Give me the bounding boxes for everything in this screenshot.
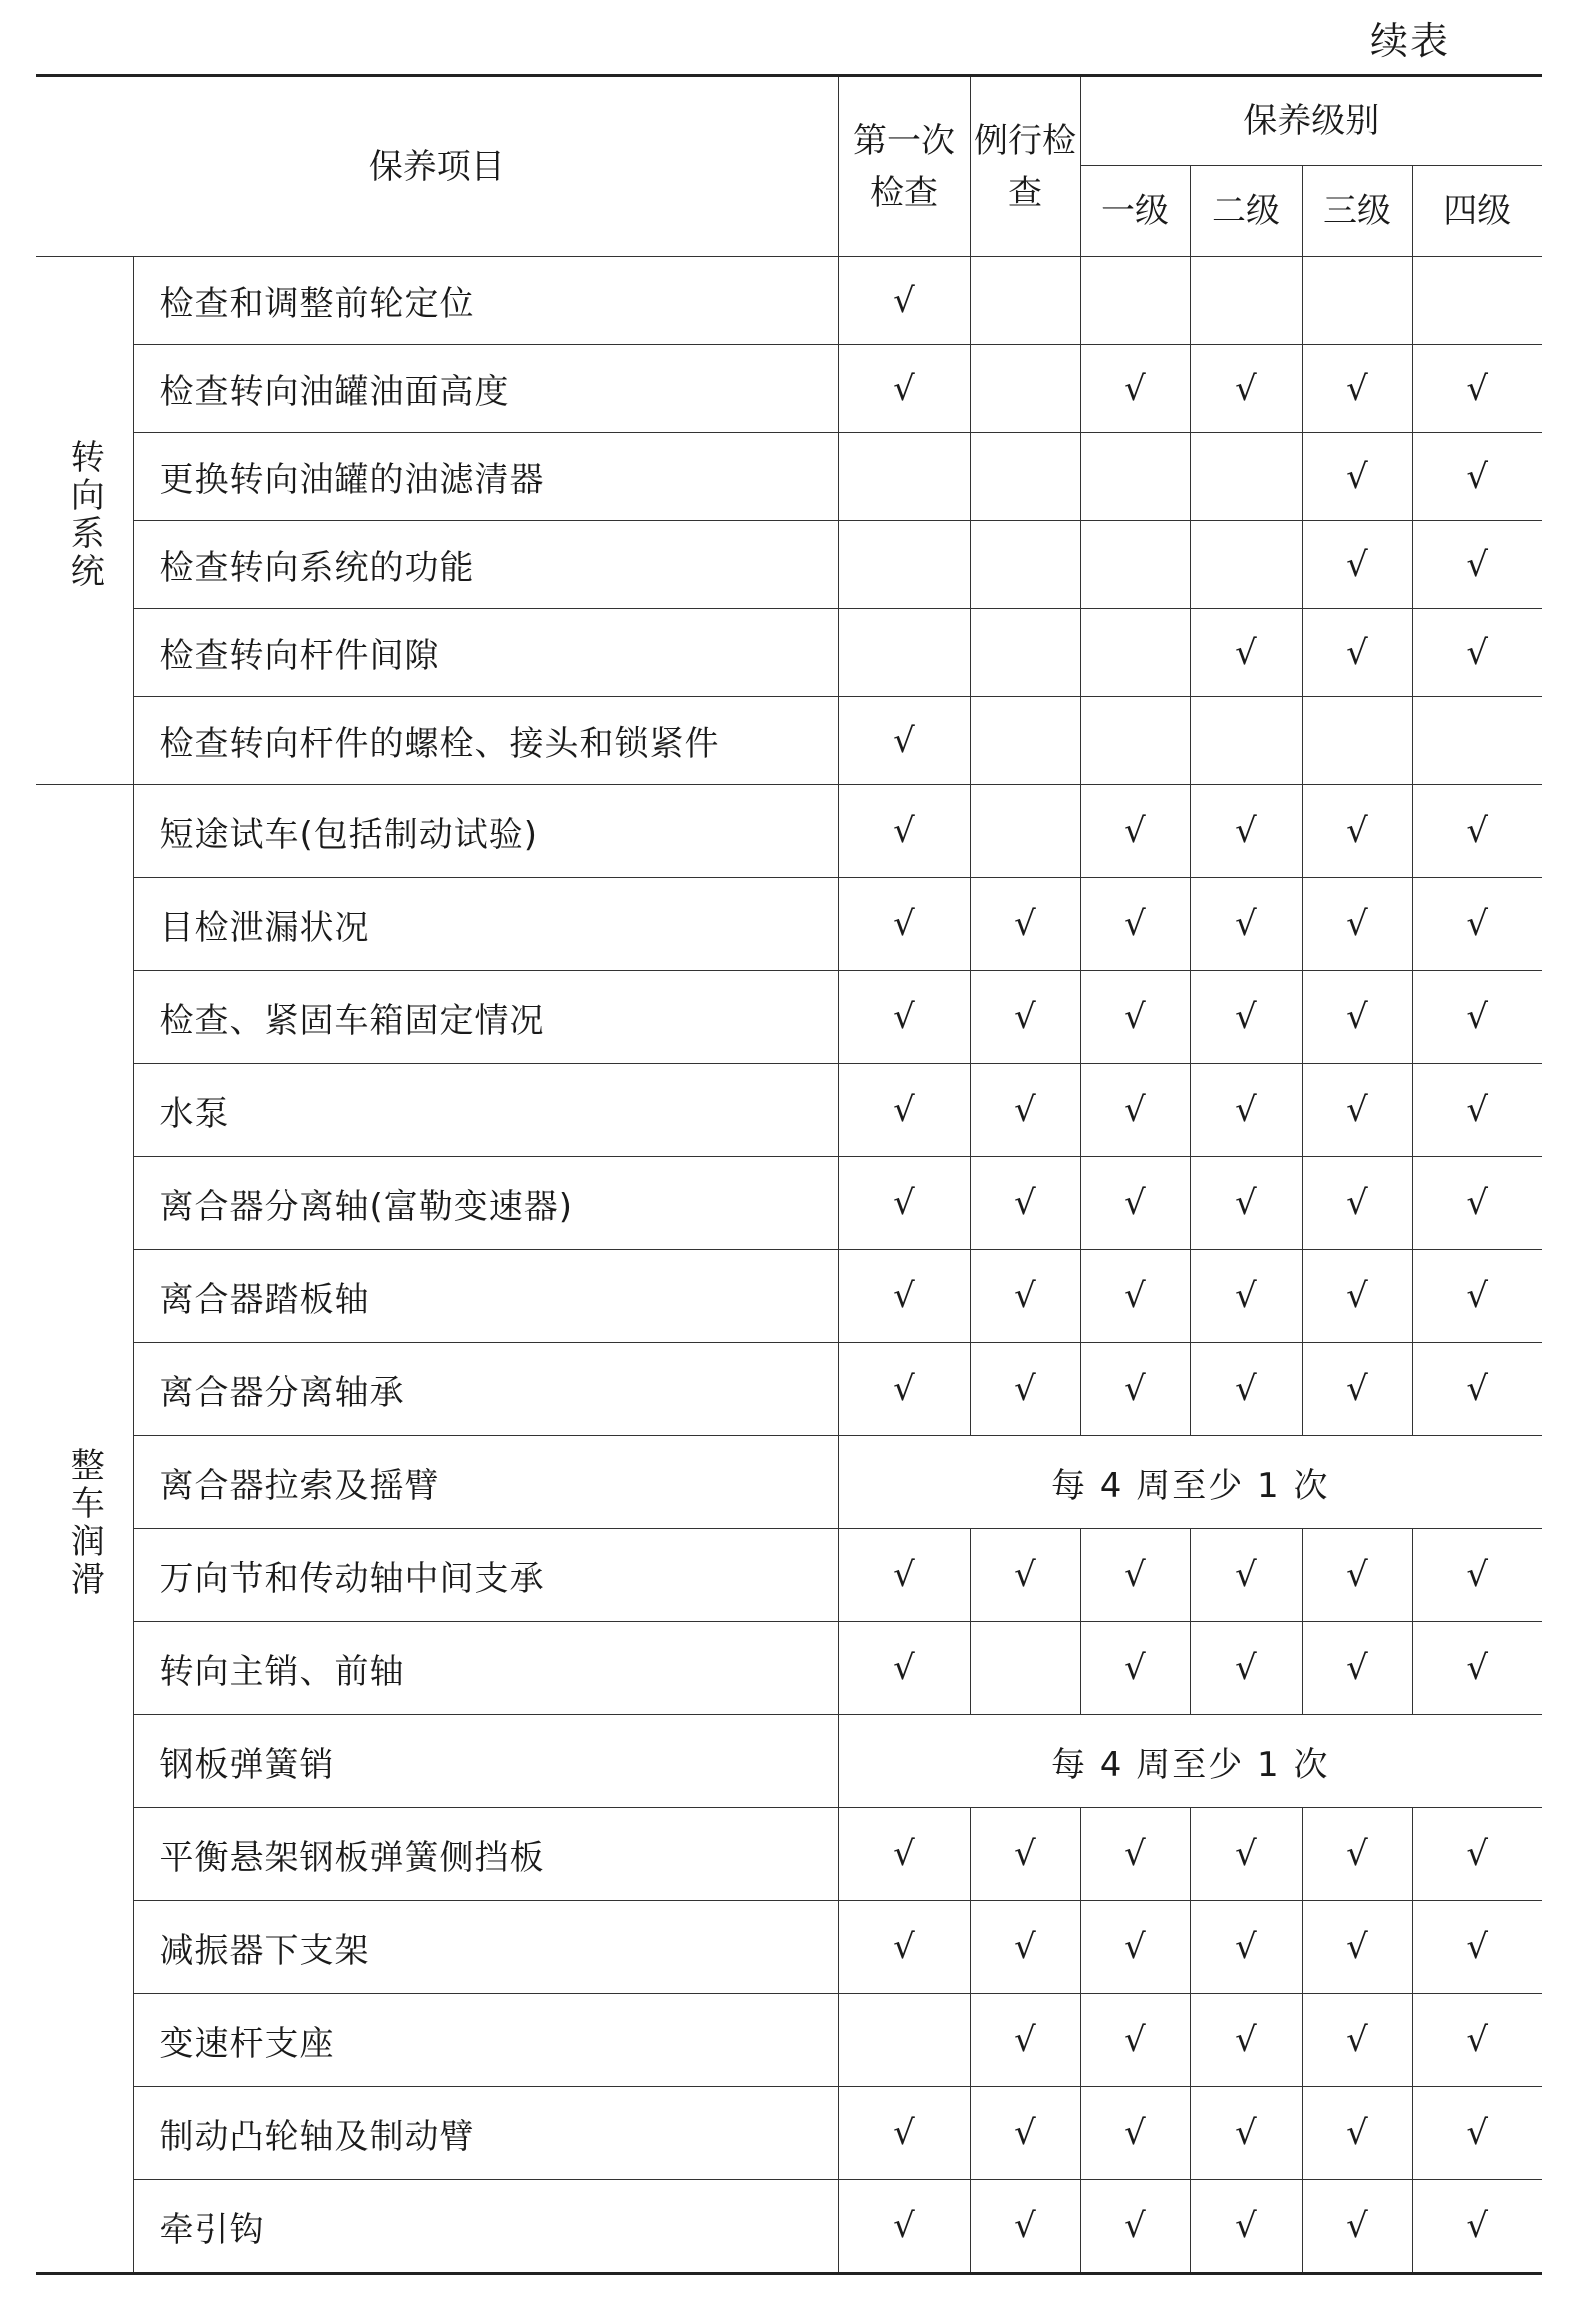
header-level-4: 四级 [1412,166,1542,257]
check-mark-cell: √ [1190,1343,1302,1436]
table-row [36,1994,1542,2087]
empty-cell [1080,521,1190,609]
table-row [36,345,1542,433]
header-maintenance-level: 保养级别 [1080,76,1542,166]
check-mark-cell: √ [1080,785,1190,878]
item-name: 变速杆支座 [133,1994,838,2087]
check-mark-cell: √ [838,1064,970,1157]
empty-cell [970,345,1080,433]
item-name: 离合器拉索及摇臂 [133,1436,838,1529]
check-mark-cell: √ [1080,1901,1190,1994]
empty-cell [970,1622,1080,1715]
check-mark-cell: √ [1412,1808,1542,1901]
check-mark-cell: √ [1080,2180,1190,2274]
check-mark-cell: √ [1412,1622,1542,1715]
header-first-check: 第一次检查 [838,76,970,257]
maintenance-table [36,74,1542,2275]
check-mark-cell: √ [1190,1250,1302,1343]
table-row [36,1064,1542,1157]
check-mark-cell: √ [970,2180,1080,2274]
check-mark-cell: √ [1302,971,1412,1064]
empty-cell [1412,697,1542,785]
item-name: 转向主销、前轴 [133,1622,838,1715]
check-mark-cell: √ [838,257,970,345]
check-mark-cell: √ [1412,609,1542,697]
check-mark-cell: √ [1412,2180,1542,2274]
check-mark-cell: √ [1302,2087,1412,2180]
table-row [36,1529,1542,1622]
check-mark-cell: √ [1190,971,1302,1064]
check-mark-cell: √ [1190,1994,1302,2087]
table-row [36,785,1542,878]
check-mark-cell: √ [838,697,970,785]
check-mark-cell: √ [1190,345,1302,433]
empty-cell [1080,433,1190,521]
check-mark-cell: √ [1190,1808,1302,1901]
header-level-3: 三级 [1302,166,1412,257]
header-item: 保养项目 [36,76,838,257]
empty-cell [970,257,1080,345]
empty-cell [1302,257,1412,345]
table-row [36,1715,1542,1808]
check-mark-cell: √ [1412,1250,1542,1343]
check-mark-cell: √ [838,971,970,1064]
table-row [36,433,1542,521]
empty-cell [838,433,970,521]
check-mark-cell: √ [1412,1529,1542,1622]
check-mark-cell: √ [1302,345,1412,433]
check-mark-cell: √ [1412,2087,1542,2180]
table-row [36,1250,1542,1343]
check-mark-cell: √ [838,345,970,433]
check-mark-cell: √ [1412,1994,1542,2087]
frequency-note: 每 4 周至少 1 次 [838,1715,1542,1808]
check-mark-cell: √ [1302,521,1412,609]
item-name: 离合器分离轴(富勒变速器) [133,1157,838,1250]
empty-cell [970,697,1080,785]
check-mark-cell: √ [838,1250,970,1343]
check-mark-cell: √ [970,1250,1080,1343]
check-mark-cell: √ [970,1808,1080,1901]
item-name: 检查和调整前轮定位 [133,257,838,345]
check-mark-cell: √ [970,878,1080,971]
table-row [36,1157,1542,1250]
check-mark-cell: √ [1190,2180,1302,2274]
check-mark-cell: √ [1302,785,1412,878]
empty-cell [1190,257,1302,345]
check-mark-cell: √ [1302,878,1412,971]
table-row [36,878,1542,971]
check-mark-cell: √ [1190,1901,1302,1994]
check-mark-cell: √ [1302,1901,1412,1994]
check-mark-cell: √ [1080,971,1190,1064]
table-row [36,609,1542,697]
check-mark-cell: √ [838,1157,970,1250]
check-mark-cell: √ [838,1808,970,1901]
check-mark-cell: √ [1412,1901,1542,1994]
check-mark-cell: √ [1190,1529,1302,1622]
check-mark-cell: √ [1080,1157,1190,1250]
empty-cell [1302,697,1412,785]
check-mark-cell: √ [838,1622,970,1715]
check-mark-cell: √ [1302,609,1412,697]
check-mark-cell: √ [1190,2087,1302,2180]
item-name: 牵引钩 [133,2180,838,2274]
empty-cell [1080,697,1190,785]
check-mark-cell: √ [838,2087,970,2180]
table-row [36,1808,1542,1901]
check-mark-cell: √ [970,2087,1080,2180]
header-routine-check: 例行检查 [970,76,1080,257]
check-mark-cell: √ [1302,1250,1412,1343]
empty-cell [838,609,970,697]
item-name: 检查、紧固车箱固定情况 [133,971,838,1064]
check-mark-cell: √ [1412,1343,1542,1436]
empty-cell [970,609,1080,697]
check-mark-cell: √ [1080,1250,1190,1343]
check-mark-cell: √ [1302,1343,1412,1436]
table-row [36,257,1542,345]
check-mark-cell: √ [1080,878,1190,971]
check-mark-cell: √ [1412,1064,1542,1157]
check-mark-cell: √ [1190,785,1302,878]
item-name: 钢板弹簧销 [133,1715,838,1808]
item-name: 减振器下支架 [133,1901,838,1994]
check-mark-cell: √ [1302,1994,1412,2087]
item-name: 检查转向系统的功能 [133,521,838,609]
header-level-1: 一级 [1080,166,1190,257]
check-mark-cell: √ [1080,1343,1190,1436]
item-name: 水泵 [133,1064,838,1157]
check-mark-cell: √ [1302,1157,1412,1250]
check-mark-cell: √ [1190,878,1302,971]
empty-cell [970,785,1080,878]
empty-cell [1190,521,1302,609]
empty-cell [1190,697,1302,785]
check-mark-cell: √ [1080,1808,1190,1901]
empty-cell [970,521,1080,609]
item-name: 离合器分离轴承 [133,1343,838,1436]
empty-cell [1080,609,1190,697]
check-mark-cell: √ [1412,785,1542,878]
table-row [36,1622,1542,1715]
table-row [36,2087,1542,2180]
check-mark-cell: √ [970,1064,1080,1157]
check-mark-cell: √ [1302,433,1412,521]
check-mark-cell: √ [838,2180,970,2274]
item-name: 更换转向油罐的油滤清器 [133,433,838,521]
item-name: 检查转向油罐油面高度 [133,345,838,433]
check-mark-cell: √ [1412,521,1542,609]
item-name: 短途试车(包括制动试验) [133,785,838,878]
table-row [36,1343,1542,1436]
check-mark-cell: √ [1080,1994,1190,2087]
check-mark-cell: √ [970,1343,1080,1436]
check-mark-cell: √ [1412,1157,1542,1250]
table-row [36,971,1542,1064]
table-body [36,257,1542,2274]
check-mark-cell: √ [1190,1622,1302,1715]
check-mark-cell: √ [970,1901,1080,1994]
frequency-note: 每 4 周至少 1 次 [838,1436,1542,1529]
table-row [36,697,1542,785]
item-name: 制动凸轮轴及制动臂 [133,2087,838,2180]
check-mark-cell: √ [838,878,970,971]
empty-cell [838,521,970,609]
table-row [36,521,1542,609]
check-mark-cell: √ [1080,2087,1190,2180]
group-label [36,785,133,2274]
check-mark-cell: √ [1190,1064,1302,1157]
group-label-text: 转向系统 [64,439,105,591]
group-label-text: 整车润滑 [64,1447,105,1599]
check-mark-cell: √ [1302,1529,1412,1622]
empty-cell [970,433,1080,521]
check-mark-cell: √ [970,1994,1080,2087]
check-mark-cell: √ [1412,971,1542,1064]
check-mark-cell: √ [1302,1622,1412,1715]
check-mark-cell: √ [1412,878,1542,971]
check-mark-cell: √ [838,1343,970,1436]
check-mark-cell: √ [838,1529,970,1622]
check-mark-cell: √ [1190,1157,1302,1250]
check-mark-cell: √ [970,1157,1080,1250]
empty-cell [838,1994,970,2087]
item-name: 检查转向杆件间隙 [133,609,838,697]
check-mark-cell: √ [1080,345,1190,433]
empty-cell [1412,257,1542,345]
empty-cell [1190,433,1302,521]
check-mark-cell: √ [1302,1064,1412,1157]
check-mark-cell: √ [970,971,1080,1064]
empty-cell [1080,257,1190,345]
item-name: 万向节和传动轴中间支承 [133,1529,838,1622]
item-name: 检查转向杆件的螺栓、接头和锁紧件 [133,697,838,785]
check-mark-cell: √ [1080,1622,1190,1715]
check-mark-cell: √ [1302,2180,1412,2274]
group-label [36,257,133,785]
table-row [36,1901,1542,1994]
check-mark-cell: √ [838,1901,970,1994]
continued-label: 续表 [1369,19,1450,63]
check-mark-cell: √ [1190,609,1302,697]
header-level-2: 二级 [1190,166,1302,257]
item-name: 目检泄漏状况 [133,878,838,971]
check-mark-cell: √ [970,1529,1080,1622]
check-mark-cell: √ [1080,1064,1190,1157]
item-name: 离合器踏板轴 [133,1250,838,1343]
check-mark-cell: √ [1302,1808,1412,1901]
table-row [36,2180,1542,2274]
check-mark-cell: √ [838,785,970,878]
table-row [36,1436,1542,1529]
check-mark-cell: √ [1080,1529,1190,1622]
item-name: 平衡悬架钢板弹簧侧挡板 [133,1808,838,1901]
check-mark-cell: √ [1412,345,1542,433]
check-mark-cell: √ [1412,433,1542,521]
